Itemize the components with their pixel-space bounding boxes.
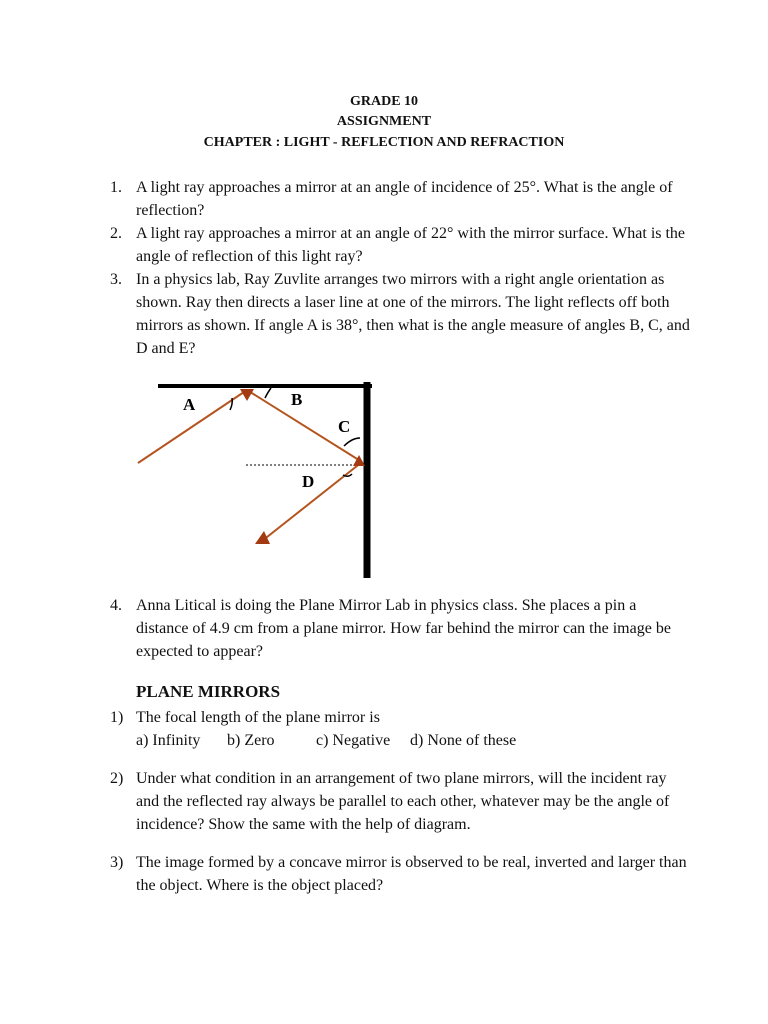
assignment-heading: ASSIGNMENT (336, 114, 432, 129)
question-text: A light ray approaches a mirror at an angle of incidence of 25°. What is the angle of reflection? (136, 179, 673, 219)
answer-options (136, 729, 690, 752)
grade-heading: GRADE 10 (349, 94, 419, 109)
question-text: A light ray approaches a mirror at an angle of 22° with the mirror surface. What is the angle of reflection of this light ray? (136, 225, 686, 265)
label-a: A (183, 395, 196, 414)
question-text: Under what condition in an arrangement of two plane mirrors, will the incident ray and the reflected ray always be parallel to each other, whatever may be the angle of incidence? Show the same with the help of diagram. (136, 770, 670, 833)
question-number: 3. (110, 271, 122, 288)
angle-b-arc (265, 388, 271, 398)
question-text: In a physics lab, Ray Zuvlite arranges two mirrors with a right angle orientation as shown. Ray then directs a laser line at one of the mirrors. The light reflects off both mirrors as shown. If angle A is 38°, then what is the angle measure of angles B, C, and D and E? (136, 271, 690, 357)
plane-mirror-question-1 (110, 706, 690, 752)
plane-mirrors-title: PLANE MIRRORS (136, 682, 281, 701)
label-d: D (302, 472, 315, 491)
option-c: c) Negative (316, 732, 391, 749)
ray-arrow-top (240, 389, 254, 401)
question-text: Anna Litical is doing the Plane Mirror Lab in physics class. She places a pin a distance of 4.9 cm from a plane mirror. How far behind the mirror can the image be expected to appear? (136, 597, 671, 660)
plane-mirror-question-2 (110, 767, 690, 836)
option-b: b) Zero (227, 732, 275, 749)
label-c: C (338, 417, 351, 436)
question-number: 4. (110, 597, 122, 614)
label-b: B (291, 390, 303, 409)
question-number: 1) (110, 709, 124, 726)
angle-c-arc (344, 438, 360, 446)
question-number: 2) (110, 770, 124, 787)
question-number: 3) (110, 854, 124, 871)
chapter-heading: CHAPTER : LIGHT - REFLECTION AND REFRACTION (203, 135, 565, 150)
plane-mirror-question-3 (110, 851, 690, 897)
question-text: The image formed by a concave mirror is observed to be real, inverted and larger than the object. Where is the object placed? (136, 854, 687, 894)
question-number: 2. (110, 225, 122, 242)
option-a: a) Infinity (136, 732, 201, 749)
question-number: 1. (110, 179, 122, 196)
question-text: The focal length of the plane mirror is (136, 709, 380, 726)
question-4 (110, 594, 690, 663)
option-d: d) None of these (410, 732, 517, 749)
